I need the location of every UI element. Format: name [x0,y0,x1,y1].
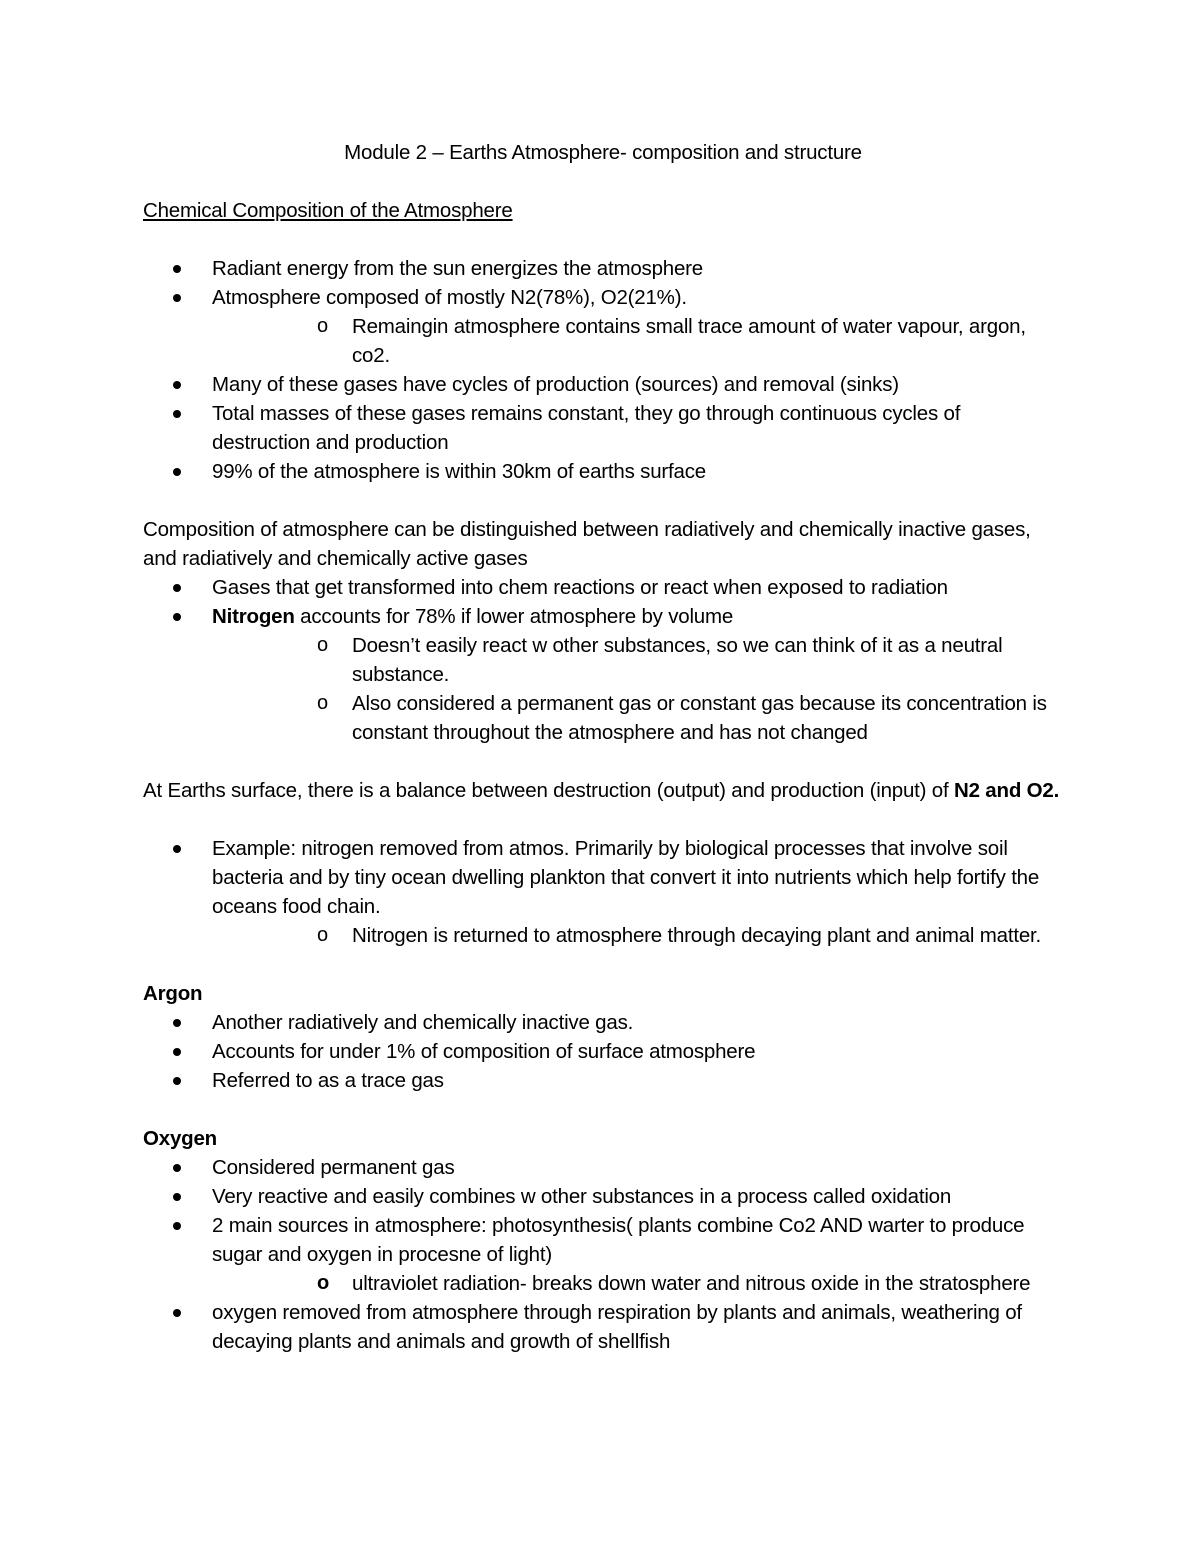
nitrogen-term: Nitrogen [212,605,295,628]
sub-bullet-icon: o [317,1272,330,1294]
section-heading-chemical-composition: Chemical Composition of the Atmosphere [143,199,513,222]
sub-bullet-icon: o [317,634,328,656]
bullet-icon [173,381,181,389]
list-item: oxygen removed from atmosphere through respiration by plants and animals, weathering of decaying plants and animals and growth of shellfish [143,1298,1063,1356]
bullet-icon [173,1048,181,1056]
list-item: 99% of the atmosphere is within 30km of earths surface [143,457,1063,486]
document-page [143,138,1063,1356]
sub-bullet-icon: o [317,315,328,337]
oxygen-list [143,1153,1063,1356]
list-item: Accounts for under 1% of composition of surface atmosphere [143,1037,1063,1066]
list-item: Radiant energy from the sun energizes the atmosphere [143,254,1063,283]
sub-bullet-icon: o [317,692,328,714]
bullet-icon [173,1019,181,1027]
list-item: Referred to as a trace gas [143,1066,1063,1095]
bullet-icon [173,410,181,418]
chemical-composition-list [143,254,1063,486]
sub-list-item: o ultraviolet radiation- breaks down water and nitrous oxide in the stratosphere [212,1269,1063,1298]
sub-list [212,1269,1063,1298]
sub-list-item: o Nitrogen is returned to atmosphere through decaying plant and animal matter. [212,921,1063,950]
nitrogen-example-list [143,834,1063,950]
bullet-icon [173,1077,181,1085]
bullet-icon [173,265,181,273]
bullet-icon [173,468,181,476]
sub-list-item: o Remaingin atmosphere contains small trace amount of water vapour, argon, co2. [212,312,1063,370]
sub-list-item: o Doesn’t easily react w other substances, so we can think of it as a neutral substance. [212,631,1063,689]
bullet-icon [173,1222,181,1230]
composition-list [143,573,1063,747]
list-item: Considered permanent gas [143,1153,1063,1182]
list-item: Nitrogen accounts for 78% if lower atmosphere by volume o Doesn’t easily react w other substances, so we can think of it as a neutral substance. o Also considered a permanent gas or constant gas because its concentration is constant throughout the atmosphere and has not changed [143,602,1063,747]
n2-o2-term: N2 and O2. [954,779,1060,802]
argon-list [143,1008,1063,1095]
sub-list [212,921,1063,950]
sub-list [212,312,1063,370]
bullet-icon [173,1309,181,1317]
list-item: Very reactive and easily combines w other substances in a process called oxidation [143,1182,1063,1211]
sub-list-item: o Also considered a permanent gas or constant gas because its concentration is constant throughout the atmosphere and has not changed [212,689,1063,747]
list-item: Many of these gases have cycles of production (sources) and removal (sinks) [143,370,1063,399]
document-title: Module 2 – Earths Atmosphere- composition and structure [344,141,862,164]
list-item: Gases that get transformed into chem reactions or react when exposed to radiation [143,573,1063,602]
composition-paragraph: Composition of atmosphere can be distinguished between radiatively and chemically inactive gases, and radiatively and chemically active gases [143,518,1031,570]
bullet-icon [173,584,181,592]
list-item: Example: nitrogen removed from atmos. Primarily by biological processes that involve soil bacteria and by tiny ocean dwelling plankton that convert it into nutrients which help fortify the oceans food chain. o Nitrogen is returned to atmosphere through decaying plant and animal matter. [143,834,1063,950]
bullet-icon [173,613,181,621]
oxygen-heading: Oxygen [143,1127,217,1150]
list-item: Total masses of these gases remains constant, they go through continuous cycles of destruction and production [143,399,1063,457]
bullet-icon [173,1164,181,1172]
bullet-icon [173,294,181,302]
sub-bullet-icon: o [317,924,328,946]
list-item: 2 main sources in atmosphere: photosynthesis( plants combine Co2 AND warter to produce sugar and oxygen in procesne of light) o ultraviolet radiation- breaks down water and nitrous oxide in the stratosphere [143,1211,1063,1298]
bullet-icon [173,1193,181,1201]
sub-list [212,631,1063,747]
bullet-icon [173,845,181,853]
argon-heading: Argon [143,982,203,1005]
list-item: Atmosphere composed of mostly N2(78%), O2(21%). o Remaingin atmosphere contains small trace amount of water vapour, argon, co2. [143,283,1063,370]
balance-paragraph: At Earths surface, there is a balance between destruction (output) and production (input) of N2 and O2. [143,779,1060,802]
list-item: Another radiatively and chemically inactive gas. [143,1008,1063,1037]
